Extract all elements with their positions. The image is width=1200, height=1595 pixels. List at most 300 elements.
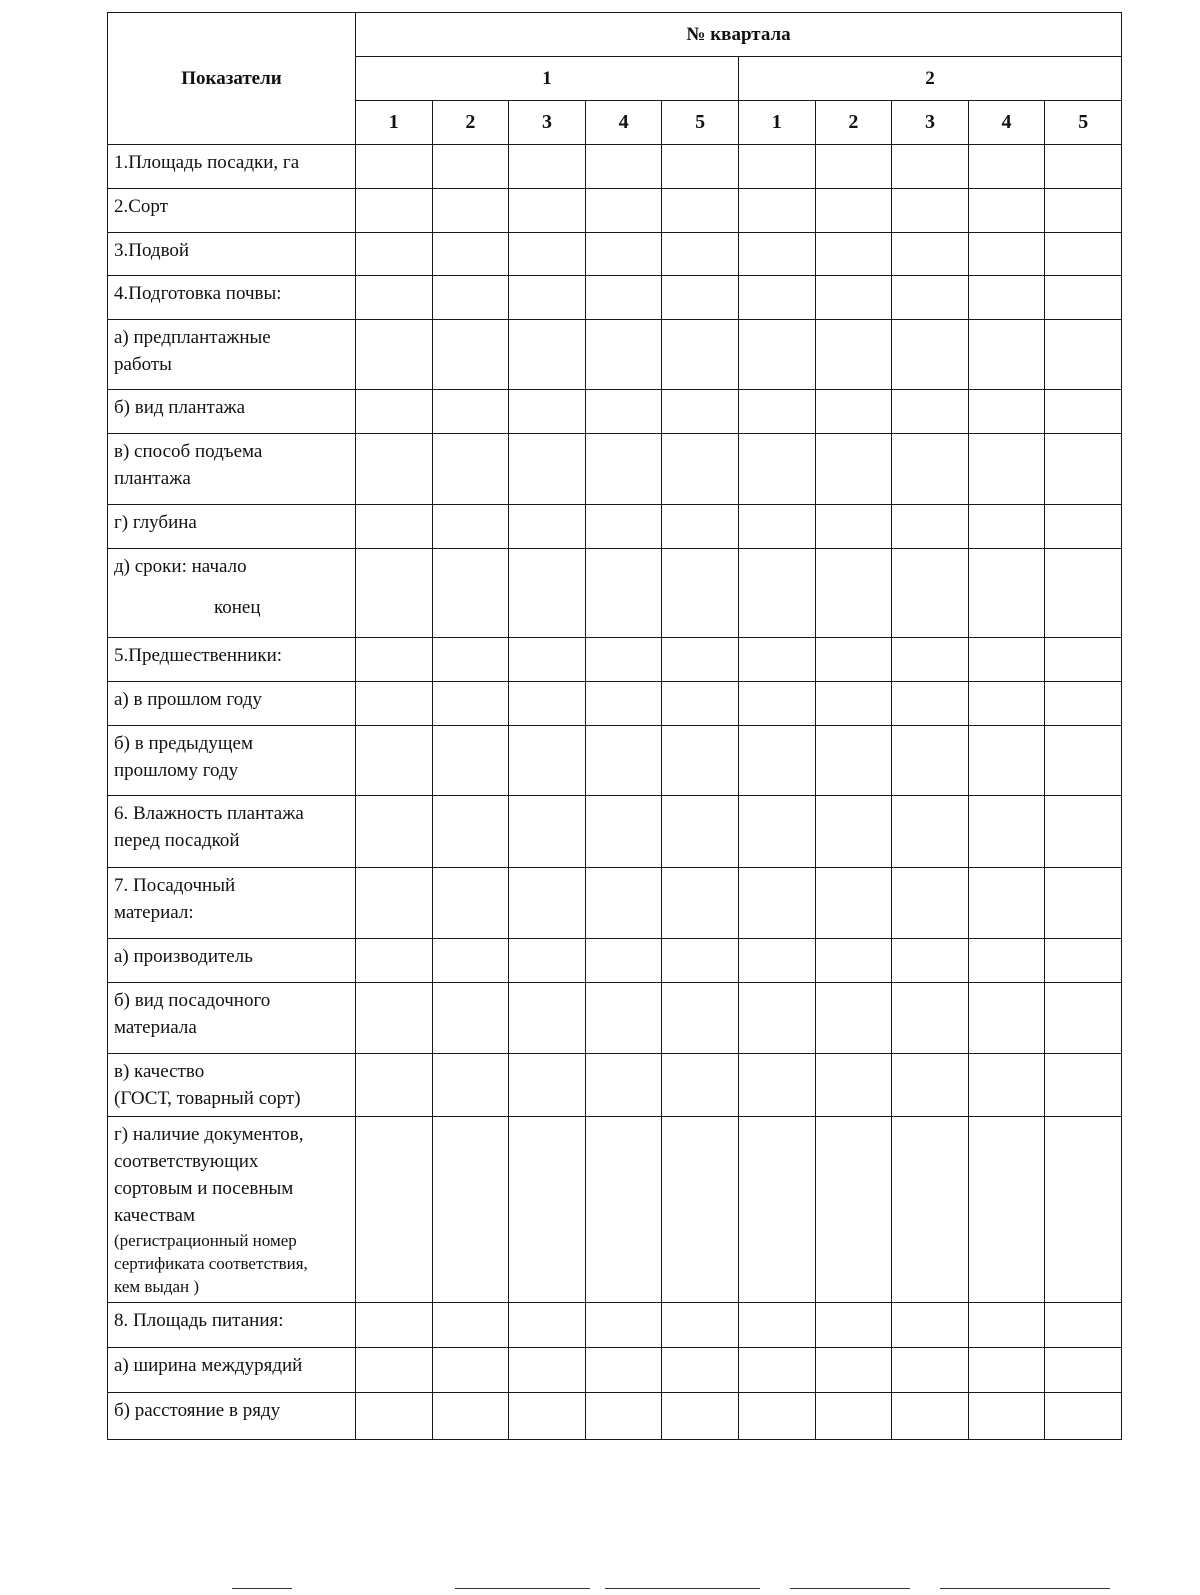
data-cell[interactable] — [1045, 1393, 1122, 1440]
quarter-header: 1 — [356, 57, 739, 101]
data-cell[interactable] — [585, 276, 662, 320]
data-cell[interactable] — [968, 638, 1045, 682]
table-row — [108, 638, 1122, 682]
row-label-line: качествам — [114, 1205, 195, 1226]
data-cell[interactable] — [738, 320, 815, 390]
data-cell[interactable] — [585, 796, 662, 868]
data-cell[interactable] — [662, 1348, 739, 1393]
plot-number-header: 4 — [585, 101, 662, 145]
data-cell[interactable] — [968, 145, 1045, 189]
row-label — [108, 390, 356, 434]
data-cell[interactable] — [1045, 1348, 1122, 1393]
data-cell[interactable] — [356, 320, 433, 390]
data-cell[interactable] — [738, 1303, 815, 1348]
row-label — [108, 726, 356, 796]
table-row — [108, 390, 1122, 434]
data-cell[interactable] — [509, 276, 586, 320]
data-cell[interactable] — [432, 505, 509, 549]
data-cell[interactable] — [356, 638, 433, 682]
data-cell[interactable] — [509, 983, 586, 1054]
row-label — [108, 1393, 356, 1440]
data-cell[interactable] — [585, 983, 662, 1054]
data-cell[interactable] — [1045, 505, 1122, 549]
data-cell[interactable] — [892, 233, 969, 276]
row-label-line: г) наличие документов, — [114, 1124, 304, 1145]
row-label-line: 4.Подготовка почвы: — [114, 283, 282, 304]
data-cell[interactable] — [356, 549, 433, 638]
table-row — [108, 796, 1122, 868]
data-cell[interactable] — [432, 390, 509, 434]
data-cell[interactable] — [662, 796, 739, 868]
data-cell[interactable] — [585, 1303, 662, 1348]
data-cell[interactable] — [815, 505, 892, 549]
data-cell[interactable] — [738, 1393, 815, 1440]
data-cell[interactable] — [968, 1117, 1045, 1303]
data-cell[interactable] — [815, 726, 892, 796]
data-cell[interactable] — [892, 682, 969, 726]
document-sheet — [107, 12, 1122, 1440]
data-cell[interactable] — [356, 1117, 433, 1303]
footer-rule — [940, 1588, 1110, 1589]
data-cell[interactable] — [892, 145, 969, 189]
data-cell[interactable] — [432, 682, 509, 726]
data-cell[interactable] — [662, 1054, 739, 1117]
data-cell[interactable] — [585, 1393, 662, 1440]
planting-indicators-table — [107, 12, 1122, 1440]
data-cell[interactable] — [738, 434, 815, 505]
data-cell[interactable] — [892, 505, 969, 549]
data-cell[interactable] — [509, 638, 586, 682]
data-cell[interactable] — [432, 549, 509, 638]
data-cell[interactable] — [356, 983, 433, 1054]
data-cell[interactable] — [1045, 1303, 1122, 1348]
data-cell[interactable] — [968, 1054, 1045, 1117]
row-label-line: д) сроки: начало — [114, 556, 247, 577]
data-cell[interactable] — [585, 233, 662, 276]
data-cell[interactable] — [432, 983, 509, 1054]
data-cell[interactable] — [356, 434, 433, 505]
data-cell[interactable] — [662, 1393, 739, 1440]
data-cell[interactable] — [356, 939, 433, 983]
data-cell[interactable] — [1045, 939, 1122, 983]
data-cell[interactable] — [356, 1303, 433, 1348]
data-cell[interactable] — [432, 638, 509, 682]
data-cell[interactable] — [432, 939, 509, 983]
data-cell[interactable] — [509, 796, 586, 868]
row-label — [108, 276, 356, 320]
table-body — [108, 145, 1122, 1440]
data-cell[interactable] — [432, 1054, 509, 1117]
data-cell[interactable] — [1045, 638, 1122, 682]
data-cell[interactable] — [968, 233, 1045, 276]
data-cell[interactable] — [585, 434, 662, 505]
data-cell[interactable] — [585, 145, 662, 189]
plot-number-header: 5 — [662, 101, 739, 145]
data-cell[interactable] — [968, 939, 1045, 983]
table-row — [108, 1303, 1122, 1348]
data-cell[interactable] — [356, 868, 433, 939]
data-cell[interactable] — [968, 796, 1045, 868]
data-cell[interactable] — [1045, 1054, 1122, 1117]
quarter-number-header: № квартала — [356, 13, 1122, 57]
footer-rule — [232, 1588, 292, 1589]
data-cell[interactable] — [815, 549, 892, 638]
data-cell[interactable] — [738, 726, 815, 796]
row-label-line: г) глубина — [114, 512, 197, 533]
plot-number-header: 1 — [738, 101, 815, 145]
data-cell[interactable] — [509, 1117, 586, 1303]
data-cell[interactable] — [815, 983, 892, 1054]
data-cell[interactable] — [585, 505, 662, 549]
row-label-line: сортовым и посевным — [114, 1178, 294, 1199]
quarter-header: 2 — [738, 57, 1121, 101]
row-label-line: 3.Подвой — [114, 240, 190, 261]
data-cell[interactable] — [1045, 1117, 1122, 1303]
data-cell[interactable] — [662, 276, 739, 320]
data-cell[interactable] — [1045, 796, 1122, 868]
row-label-line: б) вид посадочного — [114, 990, 271, 1011]
data-cell[interactable] — [585, 549, 662, 638]
row-label-line: плантажа — [114, 468, 191, 489]
data-cell[interactable] — [432, 233, 509, 276]
row-label — [108, 1303, 356, 1348]
data-cell[interactable] — [1045, 320, 1122, 390]
data-cell[interactable] — [738, 868, 815, 939]
data-cell[interactable] — [509, 505, 586, 549]
data-cell[interactable] — [662, 939, 739, 983]
table-row — [108, 868, 1122, 939]
data-cell[interactable] — [892, 1117, 969, 1303]
data-cell[interactable] — [968, 1303, 1045, 1348]
data-cell[interactable] — [662, 233, 739, 276]
row-label-line: конец — [214, 597, 261, 618]
data-cell[interactable] — [892, 1303, 969, 1348]
row-label-line: 1.Площадь посадки, га — [114, 152, 300, 173]
data-cell[interactable] — [662, 390, 739, 434]
row-label-line: сертификата соответствия, — [114, 1254, 308, 1273]
data-cell[interactable] — [815, 390, 892, 434]
data-cell[interactable] — [1045, 390, 1122, 434]
data-cell[interactable] — [356, 276, 433, 320]
data-cell[interactable] — [356, 189, 433, 233]
data-cell[interactable] — [662, 1303, 739, 1348]
data-cell[interactable] — [815, 1348, 892, 1393]
row-label — [108, 505, 356, 549]
data-cell[interactable] — [892, 549, 969, 638]
data-cell[interactable] — [509, 726, 586, 796]
row-label — [108, 638, 356, 682]
data-cell[interactable] — [815, 796, 892, 868]
data-cell[interactable] — [738, 549, 815, 638]
data-cell[interactable] — [892, 320, 969, 390]
table-row — [108, 726, 1122, 796]
data-cell[interactable] — [738, 505, 815, 549]
data-cell[interactable] — [509, 145, 586, 189]
table-row — [108, 1054, 1122, 1117]
table-row — [108, 276, 1122, 320]
data-cell[interactable] — [509, 320, 586, 390]
row-label — [108, 549, 356, 638]
data-cell[interactable] — [892, 796, 969, 868]
row-label-line: 2.Сорт — [114, 196, 168, 217]
data-cell[interactable] — [738, 1117, 815, 1303]
data-cell[interactable] — [968, 983, 1045, 1054]
table-row — [108, 145, 1122, 189]
data-cell[interactable] — [432, 1117, 509, 1303]
table-row — [108, 549, 1122, 638]
data-cell[interactable] — [815, 145, 892, 189]
data-cell[interactable] — [815, 276, 892, 320]
data-cell[interactable] — [356, 682, 433, 726]
data-cell[interactable] — [662, 145, 739, 189]
data-cell[interactable] — [356, 796, 433, 868]
data-cell[interactable] — [432, 1303, 509, 1348]
data-cell[interactable] — [738, 682, 815, 726]
data-cell[interactable] — [585, 726, 662, 796]
data-cell[interactable] — [509, 1348, 586, 1393]
row-label-line: прошлому году — [114, 760, 239, 781]
row-label-line: б) вид плантажа — [114, 397, 246, 418]
data-cell[interactable] — [815, 1303, 892, 1348]
data-cell[interactable] — [509, 1303, 586, 1348]
row-label — [108, 233, 356, 276]
data-cell[interactable] — [585, 390, 662, 434]
data-cell[interactable] — [815, 638, 892, 682]
data-cell[interactable] — [662, 434, 739, 505]
data-cell[interactable] — [356, 505, 433, 549]
row-label-line: материал: — [114, 902, 194, 923]
data-cell[interactable] — [738, 939, 815, 983]
row-label — [108, 145, 356, 189]
data-cell[interactable] — [968, 549, 1045, 638]
data-cell[interactable] — [432, 726, 509, 796]
data-cell[interactable] — [662, 549, 739, 638]
data-cell[interactable] — [815, 189, 892, 233]
data-cell[interactable] — [738, 796, 815, 868]
data-cell[interactable] — [509, 939, 586, 983]
plot-number-header: 5 — [1045, 101, 1122, 145]
row-label — [108, 1117, 356, 1303]
data-cell[interactable] — [815, 1054, 892, 1117]
row-label-line: работы — [114, 354, 172, 375]
data-cell[interactable] — [892, 1348, 969, 1393]
data-cell[interactable] — [509, 1393, 586, 1440]
plot-number-header: 3 — [892, 101, 969, 145]
row-label-line: (регистрационный номер — [114, 1231, 297, 1250]
data-cell[interactable] — [968, 320, 1045, 390]
data-cell[interactable] — [356, 233, 433, 276]
data-cell[interactable] — [585, 638, 662, 682]
row-label-line: а) в прошлом году — [114, 689, 262, 710]
table-row — [108, 1348, 1122, 1393]
data-cell[interactable] — [738, 1348, 815, 1393]
row-label — [108, 983, 356, 1054]
row-label — [108, 939, 356, 983]
data-cell[interactable] — [815, 434, 892, 505]
data-cell[interactable] — [815, 682, 892, 726]
data-cell[interactable] — [432, 1348, 509, 1393]
data-cell[interactable] — [509, 1054, 586, 1117]
row-label — [108, 1348, 356, 1393]
data-cell[interactable] — [662, 320, 739, 390]
data-cell[interactable] — [662, 726, 739, 796]
data-cell[interactable] — [356, 1348, 433, 1393]
data-cell[interactable] — [815, 1393, 892, 1440]
data-cell[interactable] — [432, 868, 509, 939]
data-cell[interactable] — [432, 276, 509, 320]
data-cell[interactable] — [1045, 549, 1122, 638]
row-label-line: 8. Площадь питания: — [114, 1310, 284, 1331]
data-cell[interactable] — [892, 638, 969, 682]
data-cell[interactable] — [662, 868, 739, 939]
data-cell[interactable] — [662, 682, 739, 726]
row-label — [108, 682, 356, 726]
row-label-line: 5.Предшественники: — [114, 645, 283, 666]
row-label-line: (ГОСТ, товарный сорт) — [114, 1088, 301, 1109]
data-cell[interactable] — [968, 434, 1045, 505]
row-label-line: перед посадкой — [114, 830, 240, 851]
data-cell[interactable] — [509, 682, 586, 726]
data-cell[interactable] — [968, 726, 1045, 796]
data-cell[interactable] — [738, 276, 815, 320]
data-cell[interactable] — [892, 868, 969, 939]
footer-rule — [605, 1588, 760, 1589]
data-cell[interactable] — [509, 868, 586, 939]
data-cell[interactable] — [892, 390, 969, 434]
data-cell[interactable] — [892, 1054, 969, 1117]
footer-rule — [455, 1588, 590, 1589]
table-row — [108, 939, 1122, 983]
data-cell[interactable] — [585, 320, 662, 390]
row-label-line: в) качество — [114, 1061, 205, 1082]
data-cell[interactable] — [892, 1393, 969, 1440]
data-cell[interactable] — [738, 145, 815, 189]
data-cell[interactable] — [432, 145, 509, 189]
data-cell[interactable] — [356, 145, 433, 189]
data-cell[interactable] — [892, 983, 969, 1054]
row-label-line: а) производитель — [114, 946, 253, 967]
data-cell[interactable] — [1045, 983, 1122, 1054]
data-cell[interactable] — [968, 276, 1045, 320]
data-cell[interactable] — [585, 939, 662, 983]
table-row — [108, 320, 1122, 390]
data-cell[interactable] — [1045, 682, 1122, 726]
data-cell[interactable] — [432, 1393, 509, 1440]
data-cell[interactable] — [509, 189, 586, 233]
data-cell[interactable] — [968, 868, 1045, 939]
data-cell[interactable] — [738, 189, 815, 233]
table-row — [108, 1393, 1122, 1440]
data-cell[interactable] — [585, 868, 662, 939]
plot-number-header: 2 — [815, 101, 892, 145]
data-cell[interactable] — [815, 939, 892, 983]
row-label-line: б) расстояние в ряду — [114, 1400, 281, 1421]
data-cell[interactable] — [1045, 434, 1122, 505]
data-cell[interactable] — [509, 233, 586, 276]
data-cell[interactable] — [662, 505, 739, 549]
data-cell[interactable] — [356, 1393, 433, 1440]
row-label — [108, 1054, 356, 1117]
data-cell[interactable] — [892, 189, 969, 233]
data-cell[interactable] — [662, 983, 739, 1054]
data-cell[interactable] — [892, 726, 969, 796]
data-cell[interactable] — [738, 390, 815, 434]
data-cell[interactable] — [432, 320, 509, 390]
data-cell[interactable] — [432, 796, 509, 868]
data-cell[interactable] — [1045, 189, 1122, 233]
data-cell[interactable] — [1045, 276, 1122, 320]
data-cell[interactable] — [585, 1348, 662, 1393]
row-label-line: а) ширина междурядий — [114, 1355, 303, 1376]
data-cell[interactable] — [738, 1054, 815, 1117]
data-cell[interactable] — [509, 549, 586, 638]
data-cell[interactable] — [432, 189, 509, 233]
row-label-line: соответствующих — [114, 1151, 259, 1172]
data-cell[interactable] — [432, 434, 509, 505]
data-cell[interactable] — [1045, 145, 1122, 189]
data-cell[interactable] — [356, 390, 433, 434]
table-row — [108, 189, 1122, 233]
data-cell[interactable] — [968, 1348, 1045, 1393]
data-cell[interactable] — [738, 983, 815, 1054]
data-cell[interactable] — [662, 1117, 739, 1303]
table-row — [108, 233, 1122, 276]
data-cell[interactable] — [585, 682, 662, 726]
plot-number-header: 2 — [432, 101, 509, 145]
data-cell[interactable] — [968, 189, 1045, 233]
data-cell[interactable] — [1045, 726, 1122, 796]
data-cell[interactable] — [968, 682, 1045, 726]
table-row — [108, 1117, 1122, 1303]
indicators-header: Показатели — [108, 13, 356, 145]
data-cell[interactable] — [968, 390, 1045, 434]
data-cell[interactable] — [509, 434, 586, 505]
table-row — [108, 505, 1122, 549]
data-cell[interactable] — [815, 320, 892, 390]
row-label — [108, 796, 356, 868]
table-row — [108, 434, 1122, 505]
row-label-line: 7. Посадочный — [114, 875, 236, 896]
data-cell[interactable] — [892, 939, 969, 983]
row-label-line: материала — [114, 1017, 197, 1038]
data-cell[interactable] — [738, 233, 815, 276]
data-cell[interactable] — [662, 189, 739, 233]
data-cell[interactable] — [509, 390, 586, 434]
data-cell[interactable] — [356, 726, 433, 796]
data-cell[interactable] — [968, 505, 1045, 549]
footer-rule-lines — [0, 1588, 1200, 1592]
data-cell[interactable] — [585, 189, 662, 233]
data-cell[interactable] — [1045, 868, 1122, 939]
data-cell[interactable] — [662, 638, 739, 682]
data-cell[interactable] — [892, 276, 969, 320]
data-cell[interactable] — [738, 638, 815, 682]
data-cell[interactable] — [892, 434, 969, 505]
row-label-line: кем выдан ) — [114, 1277, 200, 1296]
data-cell[interactable] — [815, 1117, 892, 1303]
data-cell[interactable] — [815, 868, 892, 939]
data-cell[interactable] — [968, 1393, 1045, 1440]
data-cell[interactable] — [1045, 233, 1122, 276]
data-cell[interactable] — [585, 1054, 662, 1117]
table-row — [108, 983, 1122, 1054]
data-cell[interactable] — [815, 233, 892, 276]
row-label-line: в) способ подъема — [114, 441, 263, 462]
data-cell[interactable] — [356, 1054, 433, 1117]
footer-rule — [790, 1588, 910, 1589]
data-cell[interactable] — [585, 1117, 662, 1303]
plot-number-header: 1 — [356, 101, 433, 145]
